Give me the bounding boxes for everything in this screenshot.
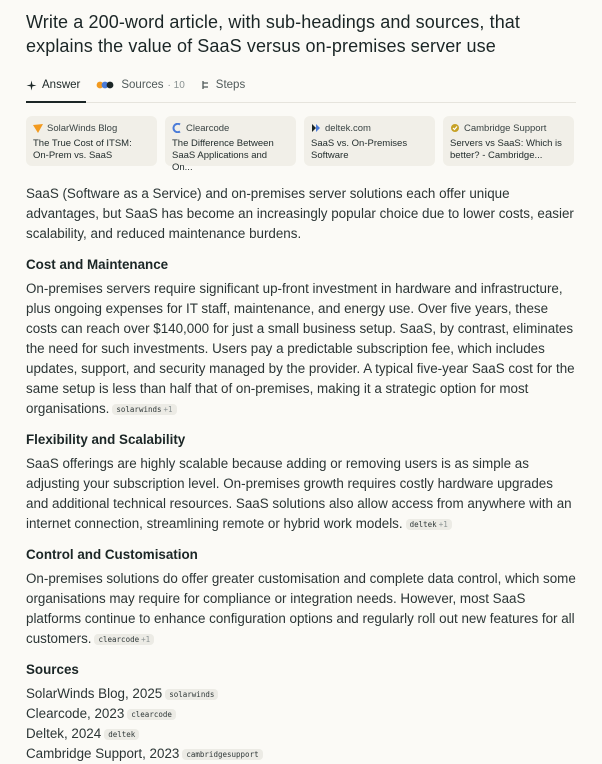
source-cards: [26, 116, 576, 173]
result-tabs: [26, 71, 576, 99]
cambridge-support-icon: [450, 123, 460, 133]
source-entry: Clearcode, 2023: [26, 706, 125, 721]
list-item: [26, 744, 576, 764]
source-card-site: SolarWinds Blog: [47, 122, 118, 134]
source-card-site: Clearcode: [186, 122, 230, 134]
list-item: [26, 704, 576, 724]
source-card-solarwinds[interactable]: [26, 116, 157, 166]
question-title: Write a 200-word article, with sub-headings and sources, that explains the value of SaaS versus on-premises server use: [26, 12, 521, 56]
citation-chip[interactable]: [94, 634, 154, 645]
citation-chip[interactable]: solarwinds: [165, 689, 218, 700]
citation-extra-count: +1: [438, 520, 448, 529]
tab-sources[interactable]: [96, 79, 184, 91]
source-card-site: Cambridge Support: [464, 122, 547, 134]
citation-extra-count: +1: [163, 405, 173, 414]
tab-sources-label: Sources: [121, 79, 164, 91]
tab-steps-label: Steps: [215, 79, 246, 91]
list-item: [26, 724, 576, 744]
sources-heading: Sources: [26, 662, 79, 677]
tab-steps[interactable]: [201, 79, 245, 91]
section-text: On-premises servers require significant up-front investment in hardware and infrastructure, plus ongoing expenses for IT staff, maintenance, and energy use. Over five years, these costs can reach over $140,000 for just a small business setup. SaaS, by contrast, eliminates the need for such investments. Users pay a predictable subscription fee, which includes updates, support, and security managed by the provider. A typical five-year SaaS cost for the same setup is less than half that of on-premises, making it a strategic option for most organisations.: [26, 281, 575, 416]
citation-chip[interactable]: [112, 404, 176, 415]
source-card-deltek[interactable]: [304, 116, 435, 166]
answer-intro: SaaS (Software as a Service) and on-premises server solutions each offer unique advantages, but SaaS has become an increasingly popular choice due to lower costs, easier scalability, and reduced maintenance burdens.: [26, 186, 574, 241]
source-entry: Cambridge Support, 2023: [26, 746, 180, 761]
answer-body: [26, 184, 576, 764]
steps-icon: [201, 80, 211, 90]
deltek-icon: [311, 123, 321, 133]
citation-chip[interactable]: [406, 519, 452, 530]
section-heading-cost: Cost and Maintenance: [26, 257, 169, 272]
citation-label: deltek: [409, 520, 437, 529]
source-card-site: deltek.com: [325, 122, 371, 134]
clearcode-icon: [172, 123, 182, 133]
tab-answer[interactable]: [26, 79, 80, 91]
source-card-title: The Difference Between SaaS Applications and On...: [172, 138, 274, 173]
section-heading-control: Control and Customisation: [26, 547, 198, 562]
solarwinds-icon: [33, 124, 43, 133]
section-text: On-premises solutions do offer greater customisation and complete data control, which some organisations may require for compliance or integration needs. However, most SaaS platforms continue to enhance configuration options and regularly roll out new features for all customers.: [26, 571, 576, 646]
citation-extra-count: +1: [141, 635, 151, 644]
active-tab-indicator: [26, 101, 86, 103]
answer-icon: [26, 80, 37, 91]
list-item: [26, 684, 576, 704]
source-card-title: SaaS vs. On-Premises Software: [311, 138, 408, 161]
source-entry: Deltek, 2024: [26, 726, 102, 741]
sources-list: [26, 684, 576, 764]
source-card-clearcode[interactable]: [165, 116, 296, 173]
tabs-divider: [26, 102, 576, 103]
citation-label: clearcode: [98, 635, 140, 644]
section-text-control: [26, 569, 576, 649]
source-entry: SolarWinds Blog, 2025: [26, 686, 163, 701]
source-card-cambridge[interactable]: [443, 116, 574, 166]
source-card-title: The True Cost of ITSM: On-Prem vs. SaaS: [33, 138, 132, 161]
citation-chip[interactable]: deltek: [104, 729, 139, 740]
tab-answer-label: Answer: [42, 79, 81, 91]
section-text-cost: [26, 279, 576, 419]
citation-chip[interactable]: clearcode: [127, 709, 176, 720]
sources-count: · 10: [167, 79, 185, 91]
sources-count-value: 10: [173, 79, 185, 91]
citation-label: solarwinds: [116, 405, 162, 414]
section-text-flexibility: [26, 454, 576, 534]
source-card-title: Servers vs SaaS: Which is better? - Cambridge...: [450, 138, 562, 161]
section-heading-flexibility: Flexibility and Scalability: [26, 432, 186, 447]
citation-chip[interactable]: cambridgesupport: [182, 749, 262, 760]
section-text: SaaS offerings are highly scalable because adding or removing users is as simple as adjusting your subscription level. On-premises growth requires costly hardware upgrades and additional technical resources. SaaS solutions also allow access from anywhere with an internet connection, streamlining remote or hybrid work models.: [26, 456, 572, 531]
sources-icon: [96, 80, 116, 90]
